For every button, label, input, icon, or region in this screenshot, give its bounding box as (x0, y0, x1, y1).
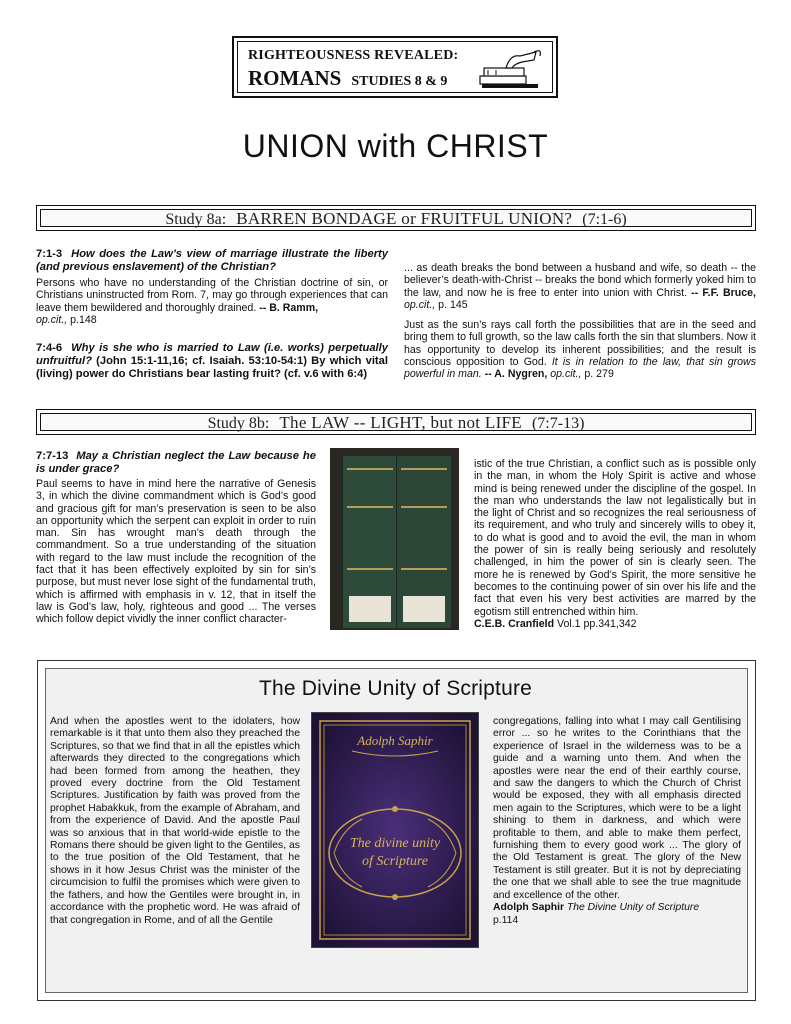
quote-page: p. 145 (435, 298, 468, 311)
book-spine-vol1 (342, 456, 397, 628)
cranfield-citation (474, 618, 756, 630)
question-ref: 7:1-3 (36, 248, 63, 260)
saphir-quote-part1: And when the apostles went to the idolaters, how remarkable is it that unto them also they preached the Scriptures, so that we find that in all the epistles which afterwards they directed to the congregations which had been formed from among the heathen, they proved every doctrine from the Old Testament Scriptures. Justification by faith was proved from the prophet Habakkuk, from the example of Abraham, and from the experience of David. And the apostle Paul was so anxious that in that world-wide epistle to the Romans there should be given light to the Gentiles, as to the true position of the Old Testament, that he shows in it how Jesus Christ was the minister of the circumcision to fulfil the promises which were given to the fathers, and how the Gentiles were brought in, in accordance with the prophetic word. He was afraid of that congregation in Rome, and of all the Gentile (50, 716, 300, 926)
series-subtitle (248, 66, 447, 91)
quote-author: -- B. Ramm, (259, 301, 319, 314)
cover-author: Adolph Saphir (357, 733, 433, 748)
question-text-plain: (John 15:1-11,16; cf. Isaiah. 53:10-54:1) By which vital (living) power do Christians bear lasting fruit? (cf. v.6 with 6:4) (36, 355, 388, 381)
page-title: UNION with CHRIST (242, 128, 549, 164)
question-text: May a Christian neglect the Law because he is under grace? (36, 450, 316, 475)
study-8b-header-inner (40, 413, 752, 431)
lamp-and-books-icon (476, 46, 546, 94)
quote-page: p. 279 (581, 368, 614, 381)
quote-text: Persons who have no understanding of the Christian doctrine of sin, or Christians uninstructed from Rom. 7, may go through experiences that can leave them bewildered and thoroughly drained. (36, 277, 388, 314)
cranfield-quote-part2: istic of the true Christian, a conflict such as is possible only in the man, in whom the Holy Spirit is active and whose mind is being renewed under the discipline of the gospel. In the man who understands the law not legalistically but in the light of Christ and so recognizes the real seriousness of its requirement, and who truly and sincerely wills to obey it, to do what is good and to avoid the evil, the man in whom the power of sin is really being seriously and resolutely challenged, in him the power of sin is clearly seen. The more he is renewed by God’s Spirit, the more sensitive he becomes to the continuing power of sin over his life and the fact that even his very best activities are marred by the egotism still entrenched within him. (474, 458, 756, 618)
series-studies: STUDIES 8 & 9 (351, 74, 448, 89)
study-8b-ref: (7:7-13) (531, 415, 585, 432)
study-8b-title: The LAW -- LIGHT, but not LIFE (279, 413, 522, 432)
book-cover-art (312, 713, 478, 947)
scripture-right-column (493, 716, 741, 927)
quote-opcit: op.cit., (550, 368, 582, 381)
masthead-inner-border (237, 41, 553, 93)
quote-author: C.E.B. Cranfield (474, 617, 555, 630)
cover-title-line1: The divine unity (349, 836, 441, 851)
quote-page: p.148 (67, 313, 97, 326)
series-book: ROMANS (248, 66, 342, 90)
quote-author: -- F.F. Bruce, (691, 286, 756, 299)
question-7-4-6 (36, 342, 388, 381)
study-8b-header (36, 409, 756, 435)
quote-author: Adolph Saphir (493, 902, 564, 914)
quote-author: -- A. Nygren, (481, 368, 548, 381)
quote-text: ... as death breaks the bond between a husband and wife, so death -- the believer’s death-with-Christ -- breaks the bond which formerly yoked him to the law, and now he is free to enter into union with Christ. (404, 262, 756, 299)
study-8b-left-column (36, 450, 316, 626)
saphir-book-cover (311, 712, 479, 948)
study-8a-header-inner (40, 209, 752, 227)
saphir-quote-part2: congregations, falling into what I may call Gentilising error ... so he writes to the Corinthians that the experience of Israel in the wilderness was to be a guide and a warning unto them. And when the apostles were near the end of their earthly course, and saw the dangers to which the Church of Christ would be exposed, they with all emphasis directed men again to the Scriptures, which were to be a light shining to them in darkness, and which were profitable to them, and able to make them perfect, furnishing them to every good work ... The glory of the Old Testament is great. The glory of the New Testament is still greater. But it is not by depreciating the one that we shall able to see the true magnitude and excellence of the other. (493, 716, 741, 901)
cranfield-quote-part1: Paul seems to have in mind here the narrative of Genesis 3, in which the divine commandment which is God’s good and gracious gift for man’s preservation is seen to be also an opportunity which the serpent can exploit in order to ruin man. Sin has wrought man’s death through the commandment. So a true understanding of the situation with regard to the law must include the recognition of the fact that it has been effectively exploited by sin for sin’s purpose, but must never lose sight of the fundamental truth, which is affirmed with emphasis in v. 12, that in itself the law is God’s law, holy, righteous and good ... The verses which follow depict vividly the inner conflict character- (36, 478, 316, 626)
study-8a-right-column (404, 262, 756, 381)
scripture-left-column (50, 716, 300, 927)
question-text: Why is she who is married to Law (i.e. works) perpetually unfruitful? (36, 342, 388, 368)
series-title: RIGHTEOUSNESS REVEALED: (248, 48, 459, 63)
ramm-quote (36, 277, 388, 326)
quote-text: Just as the sun’s rays call forth the possibilities that are in the seed and bring them to full growth, so the law calls forth the sin that slumbers. Now it has opportunity to develop its inherent possibilities; and the result is conscious opposition to God. (404, 319, 756, 369)
saphir-citation (493, 902, 741, 927)
question-7-7-13 (36, 450, 316, 476)
quote-page: p.114 (493, 914, 519, 926)
study-8a-title: BARREN BONDAGE or FRUITFUL UNION? (236, 209, 573, 228)
masthead-box (232, 36, 558, 98)
quote-work-title: The Divine Unity of Scripture (566, 902, 700, 914)
cover-title-line2: of Scripture (362, 854, 428, 869)
bruce-quote (404, 262, 756, 311)
study-8a-left-column (36, 248, 388, 381)
study-8b-label: Study 8b: (207, 415, 270, 432)
study-8a-label: Study 8a: (165, 211, 227, 228)
question-ref: 7:7-13 (36, 450, 69, 462)
nygren-quote (404, 319, 756, 380)
quote-emphasis: It is in relation to the law, that sin grows powerful in man. (404, 356, 757, 381)
scripture-title: The Divine Unity of Scripture (258, 677, 533, 700)
commentary-books-photo (330, 448, 459, 630)
question-7-1-3 (36, 248, 388, 274)
quote-opcit: op.cit., (404, 298, 436, 311)
book-spine-vol2 (396, 456, 451, 628)
study-8b-right-column (474, 458, 756, 630)
quote-page: Vol.1 pp.341,342 (554, 617, 637, 630)
study-8a-header (36, 205, 756, 231)
study-8a-ref: (7:1-6) (582, 211, 627, 228)
question-text: How does the Law’s view of marriage illustrate the liberty (and previous enslavement) of the Christian? (36, 248, 388, 273)
quote-opcit: op.cit., (36, 313, 68, 326)
question-ref: 7:4-6 (36, 342, 63, 355)
